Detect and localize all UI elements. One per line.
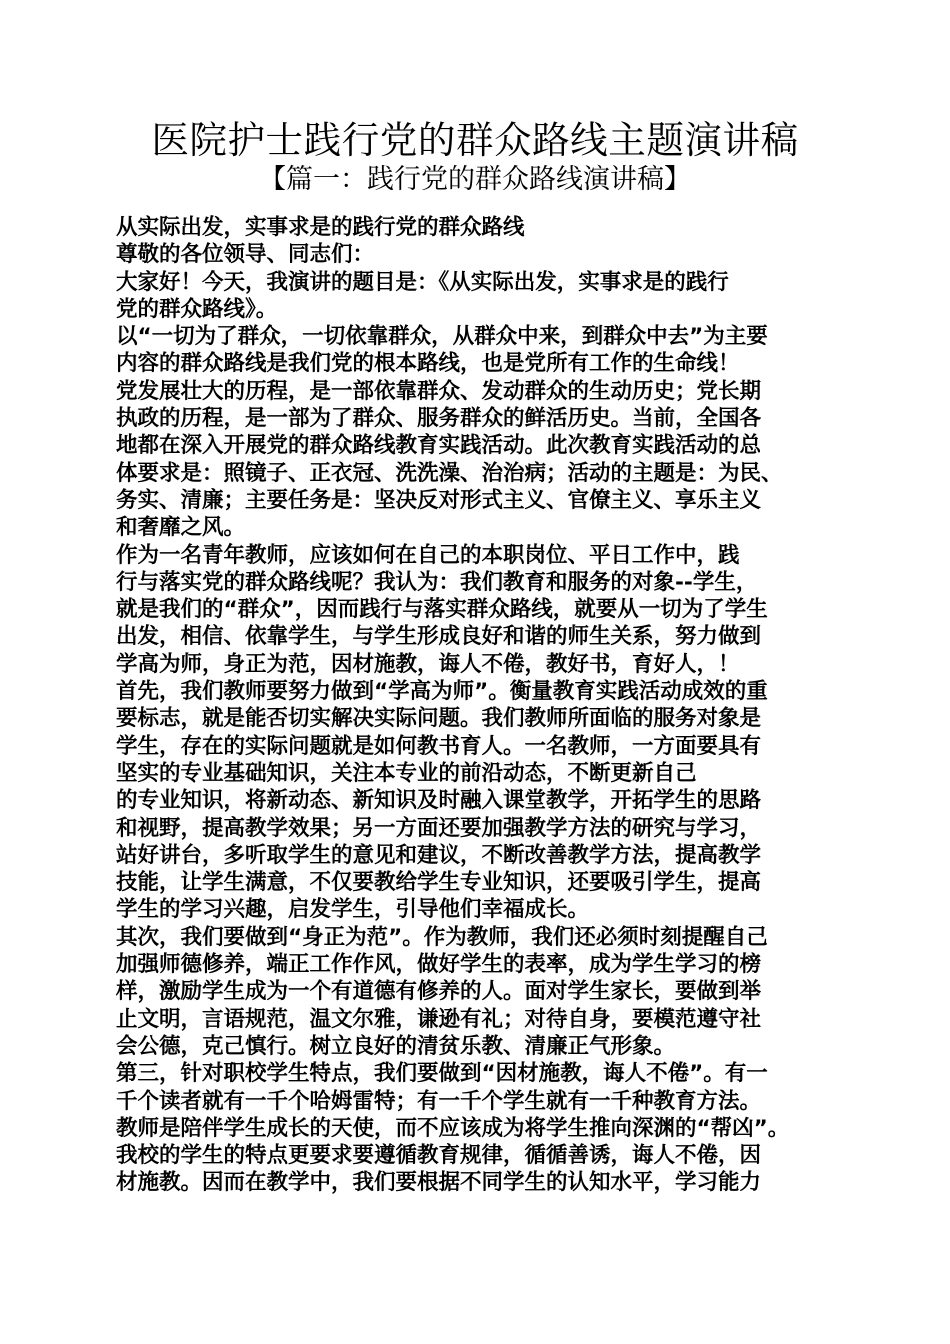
- body-text-line: 材施教。因而在教学中，我们要根据不同学生的认知水平，学习能力: [116, 1170, 762, 1196]
- body-text-line: 教师是陪伴学生成长的天使，而不应该成为将学生推向深渊的“帮凶”。: [116, 1115, 790, 1141]
- body-text-line: 出发，相信、依靠学生，与学生形成良好和谐的师生关系，努力做到: [116, 624, 762, 650]
- body-text-line: 止文明，言语规范，温文尔雅，谦逊有礼；对待自身，要模范遵守社: [116, 1006, 762, 1032]
- body-text-line: 坚实的专业基础知识，关注本专业的前沿动态，不断更新自己: [116, 760, 697, 786]
- body-text-line: 以“一切为了群众，一切依靠群众，从群众中来，到群众中去”为主要: [116, 324, 768, 350]
- document-title: 医院护士践行党的群众路线主题演讲稿: [151, 118, 799, 162]
- body-text-line: 大家好！今天，我演讲的题目是：《从实际出发，实事求是的践行: [116, 269, 729, 295]
- body-text-line: 执政的历程，是一部为了群众、服务群众的鲜活历史。当前，全国各: [116, 406, 762, 432]
- body-text-line: 和视野，提高教学效果；另一方面还要加强教学方法的研究与学习，: [116, 815, 762, 841]
- document-subtitle: 【篇一：践行党的群众路线演讲稿】: [259, 164, 691, 195]
- body-text-line: 就是我们的“群众”，因而践行与落实群众路线，就要从一切为了学生: [116, 597, 768, 623]
- body-text-line: 我校的学生的特点更要求要遵循教育规律，循循善诱，诲人不倦，因: [116, 1143, 762, 1169]
- body-text-line: 学生的学习兴趣，启发学生，引导他们幸福成长。: [116, 897, 590, 923]
- body-text-line: 首先，我们教师要努力做到“学高为师”。衡量教育实践活动成效的重: [116, 679, 768, 705]
- body-text-line: 行与落实党的群众路线呢？我认为：我们教育和服务的对象--学生，: [116, 569, 758, 595]
- body-text-line: 其次，我们要做到“身正为范”。作为教师，我们还必须时刻提醒自己: [116, 924, 768, 950]
- body-text-line: 第三，针对职校学生特点，我们要做到“因材施教，诲人不倦”。有一: [116, 1061, 768, 1087]
- body-text-line: 党的群众路线》。: [116, 296, 278, 322]
- body-text-line: 的专业知识，将新动态、新知识及时融入课堂教学，开拓学生的思路: [116, 788, 762, 814]
- document-body: [116, 214, 856, 1197]
- body-text-line: 加强师德修养，端正工作作风，做好学生的表率，成为学生学习的榜: [116, 952, 762, 978]
- body-text-line: 和奢靡之风。: [116, 515, 246, 541]
- body-text-line: 站好讲台，多听取学生的意见和建议，不断改善教学方法，提高教学: [116, 842, 762, 868]
- body-text-line: 学高为师，身正为范，因材施教，诲人不倦，教好书，育好人，！: [116, 651, 740, 677]
- body-text-line: 地都在深入开展党的群众路线教育实践活动。此次教育实践活动的总: [116, 433, 762, 459]
- body-text-line: 千个读者就有一千个哈姆雷特；有一千个学生就有一千种教育方法。: [116, 1088, 762, 1114]
- body-text-line: 党发展壮大的历程，是一部依靠群众、发动群众的生动历史；党长期: [116, 378, 762, 404]
- body-text-line: 要标志，就是能否切实解决实际问题。我们教师所面临的服务对象是: [116, 706, 762, 732]
- body-text-line: 内容的群众路线是我们党的根本路线，也是党所有工作的生命线！: [116, 351, 740, 377]
- body-text-line: 务实、清廉；主要任务是：坚决反对形式主义、官僚主义、享乐主义: [116, 487, 762, 513]
- body-text-line: 作为一名青年教师，应该如何在自己的本职岗位、平日工作中，践: [116, 542, 740, 568]
- body-text-line: 会公德，克己慎行。树立良好的清贫乐教、清廉正气形象。: [116, 1033, 676, 1059]
- body-text-line: 样，激励学生成为一个有道德有修养的人。面对学生家长，要做到举: [116, 979, 762, 1005]
- body-text-line: 技能，让学生满意，不仅要教给学生专业知识，还要吸引学生，提高: [116, 870, 762, 896]
- body-text-line: 从实际出发，实事求是的践行党的群众路线: [116, 215, 525, 240]
- body-text-line: 体要求是：照镜子、正衣冠、洗洗澡、治治病；活动的主题是：为民、: [116, 460, 783, 486]
- body-text-line: 尊敬的各位领导、同志们：: [116, 242, 375, 268]
- body-text-line: 学生，存在的实际问题就是如何教书育人。一名教师，一方面要具有: [116, 733, 762, 759]
